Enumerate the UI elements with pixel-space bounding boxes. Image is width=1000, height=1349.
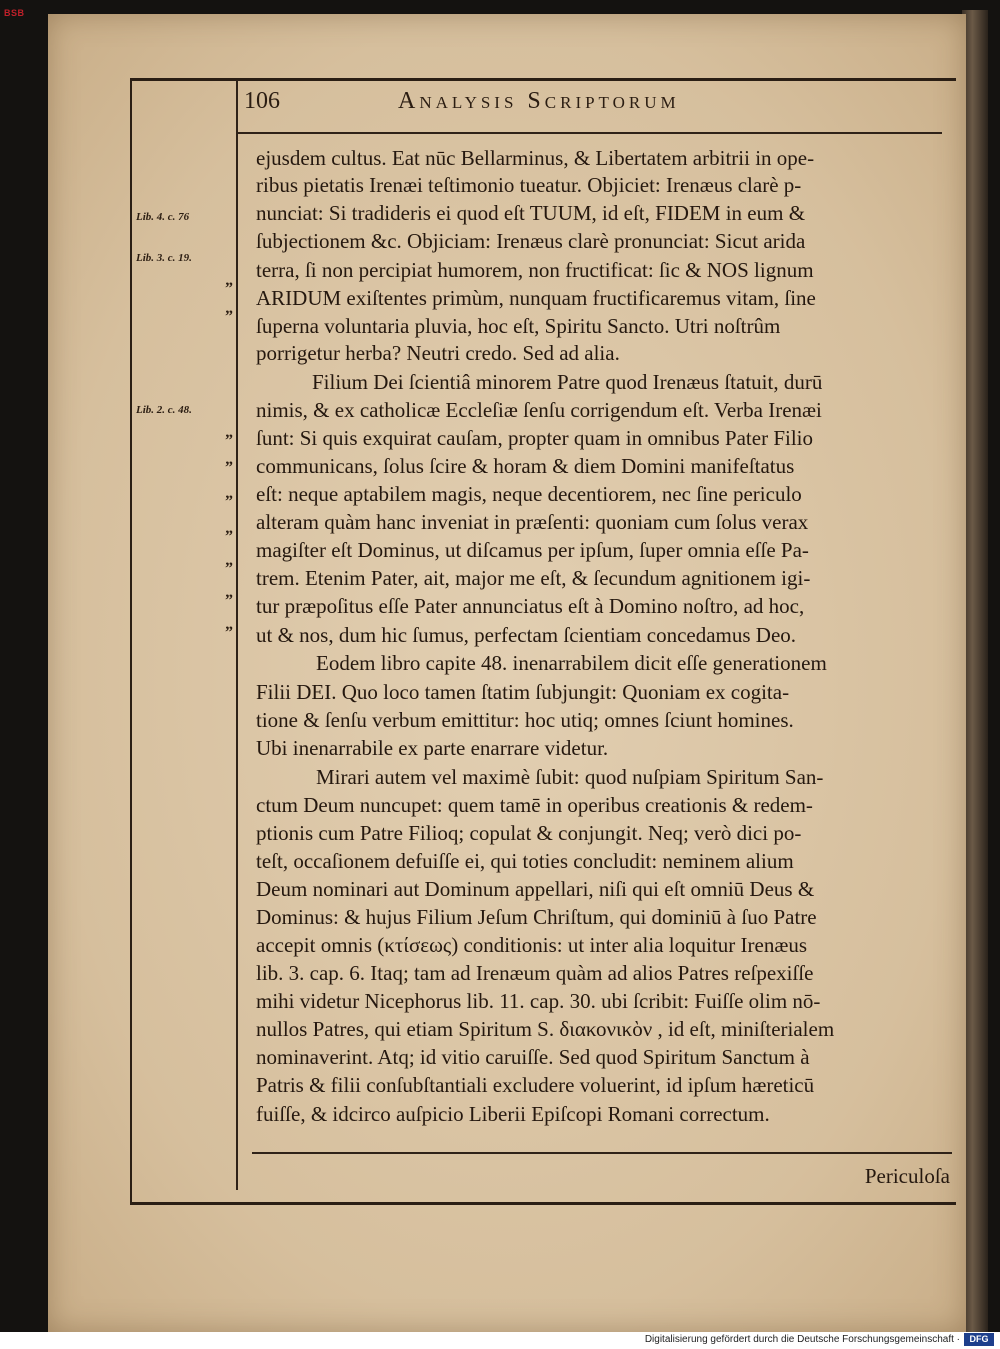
footer-rule [252,1152,952,1154]
catchword: Periculoſa [864,1164,950,1188]
frame-top-rule [130,78,956,81]
quote-mark: ” [225,624,233,641]
quote-mark: ” [225,308,233,325]
text-line: Filium Dei ſcientiâ minorem Patre quod Irenæus ſtatuit, durū [312,370,823,394]
text-line: teſt, occaſionem defuiſſe ei, qui toties concludit: neminem alium [256,849,794,873]
text-line: terra, ſi non percipiat humorem, non fructificat: ſic & NOS lignum [256,258,814,282]
text-line: Dominus: & hujus Filium Jeſum Chriſtum, qui dominiū à ſuo Patre [256,905,817,929]
text-line: communicans, ſolus ſcire & horam & diem Domini manifeſtatus [256,454,795,478]
text-line: eſt: neque aptabilem magis, neque decentiorem, nec ſine periculo [256,482,802,506]
text-line: Filii DEI. Quo loco tamen ſtatim ſubjungit: Quoniam ex cogita- [256,680,790,704]
frame-left-rule [130,78,132,1205]
text-line: ARIDUM exiſtentes primùm, nunquam fructificaremus vitam, ſine [256,286,816,310]
quote-mark: ” [225,528,233,545]
quote-mark: ” [225,280,233,297]
text-line: nunciat: Si tradideris ei quod eſt TUUM, id eſt, FIDEM in eum & [256,201,806,225]
page-number: 106 [244,88,280,114]
text-line: magiſter eſt Dominus, ut diſcamus per ipſum, ſuper omnia eſſe Pa- [256,538,809,562]
text-line: Ubi inenarrabile ex parte enarrare videtur. [256,736,609,760]
text-line: alteram quàm hanc inveniat in præſenti: quoniam cum ſolus verax [256,510,809,534]
quote-mark: ” [225,459,233,476]
text-line: Patris & filii conſubſtantiali excludere voluerint, id ipſum hæreticū [256,1073,815,1097]
text-line: lib. 3. cap. 6. Itaq; tam ad Irenæum quàm ad alios Patres reſpexiſſe [256,961,814,985]
funding-credit: Digitalisierung gefördert durch die Deutsche Forschungsgemeinschaft · [644,1334,960,1345]
text-line: Deum nominari aut Dominum appellari, niſi qui eſt omniū Deus & [256,877,815,901]
marginal-ref: Lib. 2. c. 48. [136,404,192,416]
dfg-logo: DFG [964,1333,994,1346]
quote-mark: ” [225,432,233,449]
marginal-ref: Lib. 4. c. 76 [136,211,190,223]
running-title: Analysis Scriptorum [398,88,680,114]
text-line: nimis, & ex catholicæ Eccleſiæ ſenſu corrigendum eſt. Verba Irenæi [256,398,822,422]
marginal-ref: Lib. 3. c. 19. [136,252,192,264]
text-line: ejusdem cultus. Eat nūc Bellarminus, & Libertatem arbitrii in ope- [256,146,815,170]
text-line: nominaverint. Atq; id vitio caruiſſe. Sed quod Spiritum Sanctum à [256,1045,810,1069]
text-line: nullos Patres, qui etiam Spiritum S. διακονικὸν , id eſt, miniſterialem [256,1017,835,1041]
bsb-logo: BSB [4,8,25,18]
text-line: porrigetur herba? Neutri credo. Sed ad alia. [256,341,620,365]
text-line: tur præpoſitus eſſe Pater annunciatus eſt à Domino noſtro, ad hoc, [256,594,805,618]
text-line: Eodem libro capite 48. inenarrabilem dicit eſſe generationem [316,651,827,675]
text-line: ſunt: Si quis exquirat cauſam, propter quam in omnibus Pater Filio [256,426,814,450]
text-line: Mirari autem vel maximè ſubit: quod nuſpiam Spiritum San- [316,765,824,789]
text-line: trem. Etenim Pater, ait, major me eſt, & ſecundum agnitionem igi- [256,566,811,590]
text-line: fuiſſe, & idcirco auſpicio Liberii Epiſcopi Romani correctum. [256,1102,770,1126]
quote-mark: ” [225,560,233,577]
text-line: ptionis cum Patre Filioq; copulat & conjungit. Neq; verò dici po- [256,821,802,845]
text-line: ſuperna voluntaria pluvia, hoc eſt, Spiritu Sancto. Utri noſtrûm [256,314,781,338]
text-line: tione & ſenſu verbum emittitur: hoc utiq; omnes ſciunt homines. [256,708,794,732]
margin-divider [236,80,238,1190]
frame-bottom-rule [130,1202,956,1205]
text-line: mihi videtur Nicephorus lib. 11. cap. 30. ubi ſcribit: Fuiſſe olim nō- [256,989,821,1013]
text-line: ctum Deum nuncupet: quem tamē in operibus creationis & redem- [256,793,813,817]
text-line: ut & nos, dum hic ſumus, perfectam ſcientiam concedamus Deo. [256,623,797,647]
header-rule [238,132,942,134]
quote-mark: ” [225,592,233,609]
quote-mark: ” [225,493,233,510]
text-line: accepit omnis (κτίσεως) conditionis: ut inter alia loquitur Irenæus [256,933,808,957]
text-line: ſubjectionem &c. Objiciam: Irenæus clarè pronunciat: Sicut arida [256,229,806,253]
text-line: ribus pietatis Irenæi teſtimonio tueatur. Objiciet: Irenæus clarè p- [256,173,802,197]
